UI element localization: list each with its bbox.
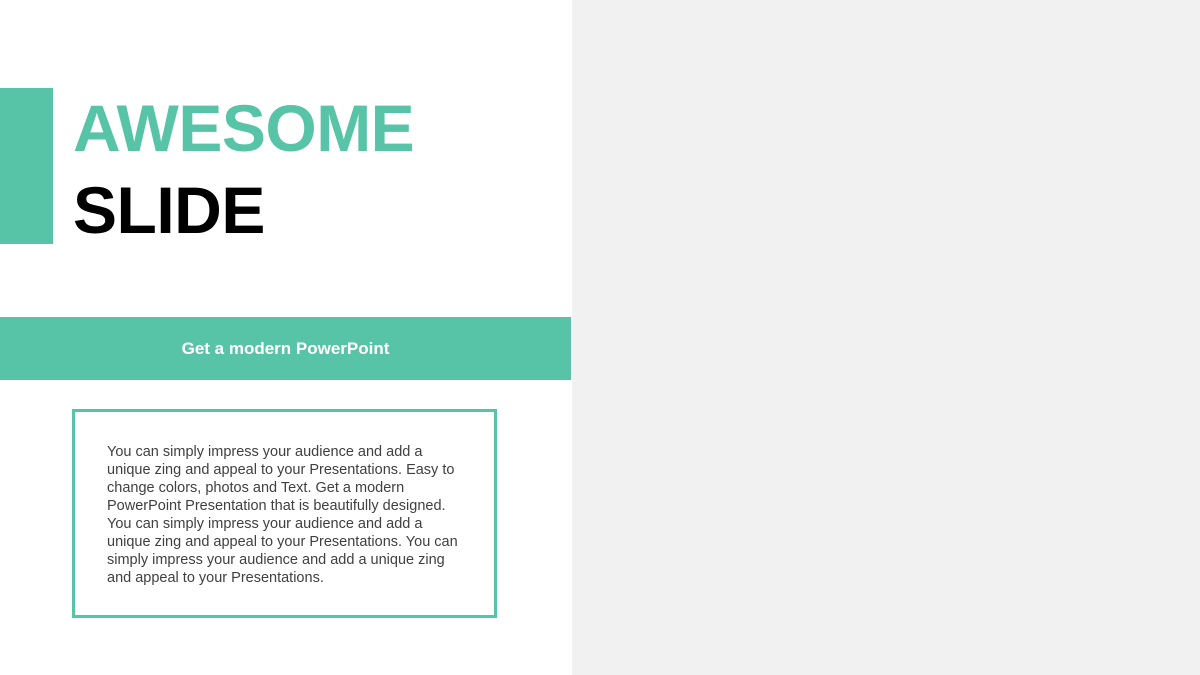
banner-text: Get a modern PowerPoint bbox=[181, 338, 390, 358]
body-text-box bbox=[72, 409, 497, 618]
accent-bar bbox=[0, 88, 53, 244]
left-panel bbox=[0, 0, 572, 675]
image-placeholder-panel bbox=[572, 0, 1200, 675]
subtitle-banner bbox=[0, 317, 571, 380]
title-slide: SLIDE bbox=[73, 173, 265, 247]
title-awesome: AWESOME bbox=[73, 91, 415, 165]
body-paragraph: You can simply impress your audience and add a unique zing and appeal to your Presentations. Easy to change colors, photos and Text. Get a modern PowerPoint Presentation that is beautifully designed. You can simply impress your audience and add a unique zing and appeal to your Presentations. You can simply impress your audience and add a unique zing and appeal to your Presentations. bbox=[107, 444, 458, 586]
